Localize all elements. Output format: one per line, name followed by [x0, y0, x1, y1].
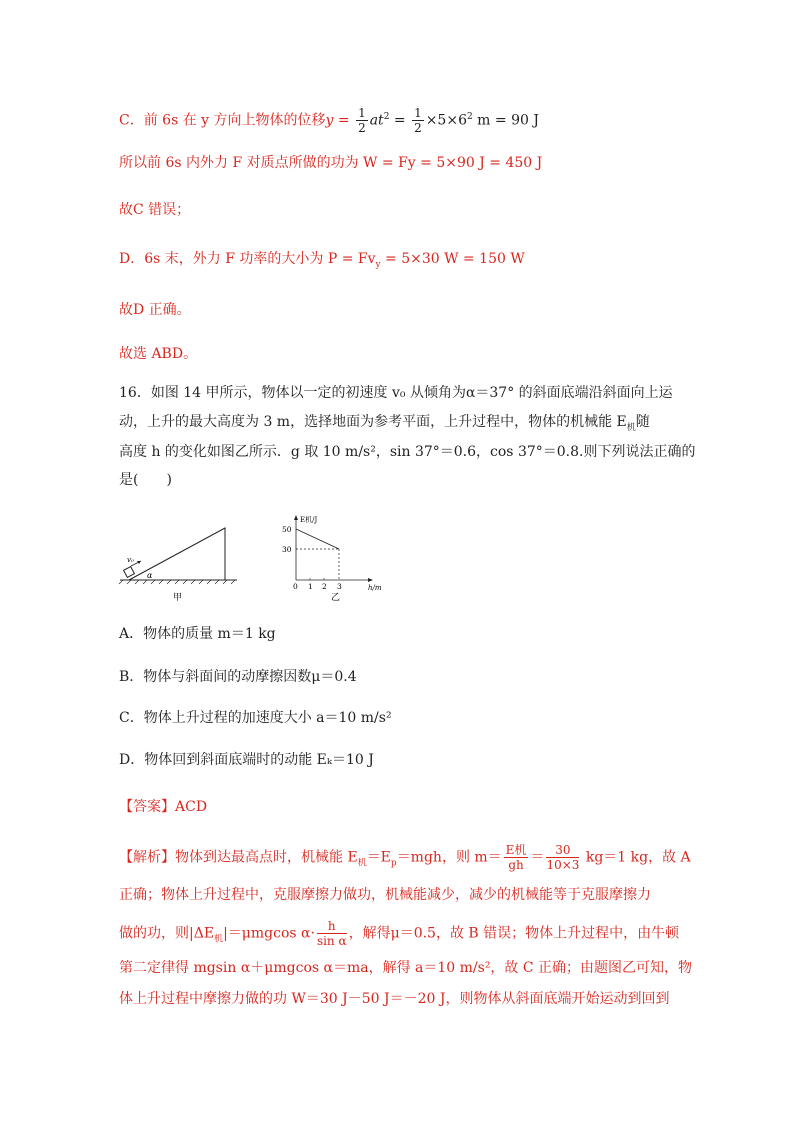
solution-choose: 故选 ABD。: [119, 346, 198, 362]
energy-graph: [282, 515, 382, 603]
tick-x-0: 0: [293, 582, 298, 591]
answer-line: 【答案】ACD: [119, 799, 208, 815]
tick-x-2: 2: [322, 582, 327, 591]
solution-work-line: 所以前 6s 内外力 F 对质点所做的功为 W = Fy = 5×90 J = 450 J: [119, 155, 543, 171]
question-line-2-sub: 机: [626, 422, 636, 433]
solution-d-line: [119, 249, 525, 275]
energy-line: [296, 529, 339, 549]
question-line-3: 高度 h 的变化如图乙所示．g 取 10 m/s²，sin 37°＝0.6，cos 37°＝0.8.则下列说法正确的: [119, 444, 696, 460]
solution-c-line: [119, 106, 539, 135]
c-eq-end: m = 90 J: [472, 112, 539, 129]
analysis-l1-sub: 机: [357, 858, 367, 869]
option-a: A．物体的质量 m＝1 kg: [119, 626, 276, 642]
frac1-den: 2: [358, 121, 366, 135]
analysis-l1-start: 【解析】物体到达最高点时，机械能 E: [119, 849, 358, 866]
d-line-sub: y: [375, 259, 381, 270]
frac2-num: 1: [414, 106, 422, 120]
analysis-f3-num: h: [317, 919, 347, 934]
analysis-line-3: [119, 919, 679, 949]
graph-xlabel: h/m: [368, 584, 382, 592]
analysis-line-4: 第二定律得 mgsin α＋μmgcos α＝ma，解得 a＝10 m/s²，故 C 正确；由题图乙可知，物: [119, 960, 693, 976]
analysis-l3-end: ，解得μ＝0.5，故 B 错误；物体上升过程中，由牛顿: [348, 925, 680, 942]
c-sup-b: 2: [466, 111, 473, 122]
analysis-l3-sub: 机: [214, 934, 224, 945]
analysis-frac-2: [546, 843, 579, 872]
frac-half-2: [412, 106, 424, 135]
analysis-line-5: 体上升过程中摩擦力做的功 W＝30 J－50 J＝－20 J，则物体从斜面底端开始运动到回到: [119, 991, 670, 1007]
ground-hatch: [119, 580, 235, 584]
y-axis-arrow: [294, 515, 298, 520]
analysis-line-1: [119, 843, 691, 873]
c-eq-mid: at: [369, 112, 384, 129]
frac1-num: 1: [358, 106, 366, 120]
option-c: C．物体上升过程的加速度大小 a＝10 m/s²: [119, 710, 392, 726]
tick-x-1: 1: [308, 582, 313, 591]
option-d: D．物体回到斜面底端时的动能 Eₖ＝10 J: [119, 752, 374, 768]
analysis-l1-mid2: ＝mgh，则 m＝: [396, 849, 502, 866]
frac-half-1: [356, 106, 368, 135]
analysis-l1-eq: ＝: [530, 849, 545, 866]
analysis-f1-num: E机: [505, 843, 527, 857]
analysis-line-2: 正确；物体上升过程中，克服摩擦力做功，机械能减少，减少的机械能等于克服摩擦力: [119, 887, 651, 903]
tick-x-3: 3: [337, 582, 342, 591]
frac2-den: 2: [414, 121, 422, 135]
analysis-l1-mid: ＝E: [366, 849, 391, 866]
incline-diagram: [119, 528, 237, 603]
tick-y-50: 50: [282, 525, 292, 534]
caption-right: 乙: [331, 593, 341, 603]
question-line-2-end: 随: [635, 414, 650, 430]
analysis-l1-sub2: p: [390, 858, 397, 869]
c-eq-start: y =: [325, 112, 355, 129]
tick-y-30: 30: [282, 545, 292, 554]
caption-left: 甲: [173, 593, 183, 603]
x-axis-arrow: [368, 578, 373, 582]
label-alpha: α: [147, 571, 153, 580]
question-line-2-text: 动，上升的最大高度为 3 m，选择地面为参考平面，上升过程中，物体的机械能 E: [119, 414, 627, 430]
question-line-2: [119, 412, 650, 438]
question-line-4: 是( ): [119, 472, 172, 488]
solution-d-correct: 故D 正确。: [119, 302, 191, 318]
c-eq-eq: =: [389, 112, 411, 129]
analysis-l1-end: kg＝1 kg，故 A: [581, 849, 691, 866]
c-line-label: C．前 6s 在 y 方向上物体的位移: [119, 112, 326, 129]
analysis-f3-den: sin α: [316, 934, 347, 948]
analysis-f2-den: 10×3: [546, 858, 580, 872]
c-eq-rest: ×5×6: [425, 112, 467, 129]
analysis-l3-mid: |＝μmgcos α·: [223, 925, 315, 942]
analysis-l3-start: 做的功，则|ΔE: [119, 925, 215, 942]
analysis-f2-num: 30: [546, 843, 579, 858]
d-line-end: = 5×30 W = 150 W: [380, 251, 525, 267]
d-line-text: D．6s 末，外力 F 功率的大小为 P = Fv: [119, 251, 376, 267]
incline-triangle: [129, 528, 225, 580]
question-line-1: 16．如图 14 甲所示，物体以一定的初速度 v₀ 从倾角为α＝37° 的斜面底端沿斜面向上运: [119, 385, 673, 401]
solution-c-wrong: 故C 错误；: [119, 202, 191, 218]
figure-incline-and-graph: [115, 512, 405, 612]
graph-ylabel: E机/J: [300, 516, 318, 524]
analysis-f1-den: gh: [508, 858, 524, 872]
option-b: B．物体与斜面间的动摩擦因数μ＝0.4: [119, 669, 357, 685]
analysis-frac-1: [504, 843, 529, 872]
label-v0: v₀: [127, 556, 134, 564]
block: [124, 567, 135, 578]
c-sup: 2: [383, 111, 390, 122]
analysis-frac-3: [317, 919, 347, 948]
